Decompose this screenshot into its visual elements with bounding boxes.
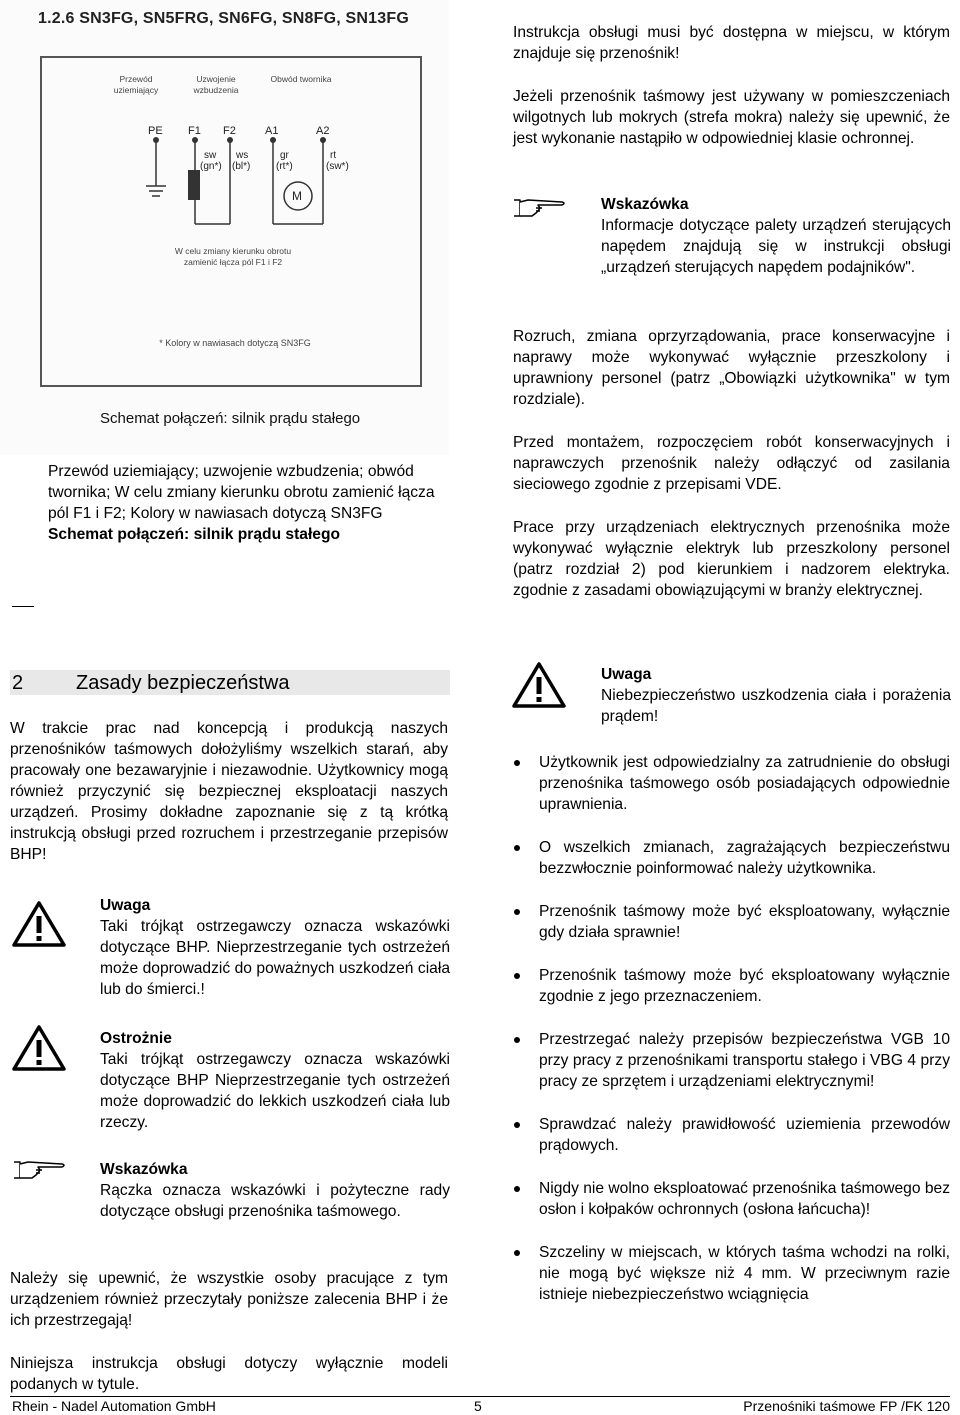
wire-gr-alt: (rt*)	[276, 161, 293, 172]
hint-drive-controls	[601, 194, 951, 278]
hint-title: Wskazówka	[601, 196, 689, 213]
diagram-caption: Schemat połączeń: silnik prądu stałego	[100, 410, 361, 427]
diagram-title: 1.2.6 SN3FG, SN5FRG, SN6FG, SN8FG, SN13FG	[38, 10, 409, 27]
diagram-description-text: Przewód uziemiający; uzwojenie wzbudzenia; obwód twornika; W celu zmiany kierunku obrotu zamienić łącza pól F1 i F2; Kolory w nawiasach dotyczą SN3FG	[48, 463, 435, 522]
reverse-note: W celu zmiany kierunku obrotu zamienić łącza pól F1 i F2	[174, 246, 292, 267]
list-item-text: Przenośnik taśmowy może być eksploatowany, wyłącznie gdy działa sprawnie!	[539, 903, 950, 941]
terminal-f1: F1	[188, 125, 201, 137]
terminal-a1: A1	[265, 125, 279, 137]
caution-title: Ostrożnie	[100, 1030, 172, 1047]
footer-rule	[10, 1396, 950, 1397]
terminal-pe: PE	[148, 125, 163, 137]
models-scope-note: Niniejsza instrukcja obsługi dotyczy wyłącznie modeli podanych w tytule.	[10, 1355, 448, 1393]
bullet-icon	[514, 1250, 520, 1256]
wire-ws: ws	[236, 150, 249, 161]
list-item	[512, 1029, 950, 1092]
electric-warning-note	[601, 664, 951, 727]
list-item	[512, 752, 950, 815]
right-top-column-2	[513, 326, 950, 601]
startup-note: Rozruch, zmiana oprzyrządowania, prace konserwacyjne i naprawy może wykonywać wyłącznie przeszkolony i uprawniony personel (patrz „Obowiązki użytkownika" w tym rozdziale).	[513, 328, 950, 408]
wire-gr: gr	[280, 150, 289, 161]
wire-sw-alt: (gn*)	[200, 161, 222, 172]
safety-rules-list	[512, 752, 950, 1327]
bullet-icon	[514, 909, 520, 915]
motor-symbol: M	[292, 189, 302, 203]
list-item-text: Przestrzegać należy przepisów bezpieczeństwa VGB 10 przy pracy z przenośnikami transportu stałego i VBG 4 przy pracy ze sprzętem i urządzeniami elektrycznymi!	[539, 1031, 950, 1090]
caution-body: Taki trójkąt ostrzegawczy oznacza wskazówki dotyczące BHP Nieprzestrzeganie tych ostrzeżeń może doprowadzić do lekkich uszkodzeń ciała lub rzeczy.	[100, 1051, 450, 1131]
pointing-hand-icon	[512, 196, 568, 220]
wiring-diagram	[0, 0, 449, 455]
short-rule	[12, 606, 34, 607]
terminal-f2: F2	[223, 125, 236, 137]
footer-product: Przenośniki taśmowe FP /FK 120	[743, 1398, 950, 1414]
bullet-icon	[514, 1037, 520, 1043]
electrician-note: Prace przy urządzeniach elektrycznych przenośnika może wykonywać wyłącznie elektryk lub przeszkolony personel (patrz rozdział 2) pod kierunkiem i nadzorem elektryka. zgodnie z zasadami obowiązującymi w branży elektrycznej.	[513, 519, 950, 599]
hint-note-body: Rączka oznacza wskazówki i pożyteczne rady dotyczące obsługi przenośnika taśmowego.	[100, 1182, 450, 1220]
list-item-text: Nigdy nie wolno eksploatować przenośnika taśmowego bez osłon i kołpaków ochronnych (osłona łańcucha)!	[539, 1180, 950, 1218]
bullet-icon	[514, 1122, 520, 1128]
warning-body: Taki trójkąt ostrzegawczy oznacza wskazówki dotyczące BHP. Nieprzestrzeganie tych ostrzeżeń może doprowadzić do poważnych uszkodzeń ciała lub do śmierci.!	[100, 918, 450, 998]
disconnect-note: Przed montażem, rozpoczęciem robót konserwacyjnych i naprawczych przenośnik należy odłączyć od zasilania sieciowego zgodnie z przepisami VDE.	[513, 434, 950, 493]
legend-ground: Przewód uziemiający	[113, 74, 159, 95]
wire-ws-alt: (bl*)	[232, 161, 251, 172]
section-intro-text: W trakcie prac nad koncepcją i produkcją naszych przenośników taśmowych dołożyliśmy wszelkich starań, aby pracowały one bezawaryjnie i niezawodnie. Użytkownicy mogą również przyczynić się bezpiecznej eksploatacji naszych urządzeń. Prosimy dokładne zapoznanie się z tą krótką instrukcją obsługi przed rozruchem i przestrzeganie przepisów BHP!	[10, 720, 448, 863]
list-item-text: Szczeliny w miejscach, w których taśma wchodzi na rolki, nie mogą być większe niż 4 mm. W przeciwnym razie istnieje niebezpieczeństwo wciągnięcia	[539, 1244, 950, 1303]
warning-triangle-icon	[512, 662, 566, 708]
electric-warning-body: Niebezpieczeństwo uszkodzenia ciała i porażenia prądem!	[601, 687, 951, 725]
bullet-icon	[514, 845, 520, 851]
section-closing	[10, 1268, 448, 1395]
read-instructions-note: Należy się upewnić, że wszystkie osoby pracujące z tym urządzeniem również przeczytały poniższe zalecenia BHP i że ich przestrzegają!	[10, 1270, 448, 1329]
hint-note-title: Wskazówka	[100, 1161, 188, 1178]
warning-title: Uwaga	[100, 897, 151, 914]
bullet-icon	[514, 973, 520, 979]
list-item	[512, 837, 950, 879]
wire-rt: rt	[330, 150, 337, 161]
warning-triangle-icon	[12, 901, 66, 947]
list-item-text: Sprawdzać należy prawidłowość uziemienia przewodów prądowych.	[539, 1116, 950, 1154]
list-item-text: Użytkownik jest odpowiedzialny za zatrudnienie do obsługi przenośnika taśmowego osób posiadających odpowiednie uprawnienia.	[539, 754, 950, 813]
wire-sw: sw	[204, 150, 217, 161]
hint-note	[100, 1159, 450, 1222]
pointing-hand-icon	[12, 1158, 68, 1182]
bullet-icon	[514, 760, 520, 766]
list-item	[512, 1178, 950, 1220]
list-item	[512, 901, 950, 943]
list-item-text: O wszelkich zmianach, zagrażających bezpieczeństwu bezzwłocznie poinformować należy użytkownika.	[539, 839, 950, 877]
caution-note	[100, 1028, 450, 1133]
right-top-column	[513, 22, 950, 149]
diagram-description	[48, 461, 438, 545]
footer-page-number: 5	[474, 1398, 482, 1414]
legend-armature: Obwód twornika	[270, 74, 332, 84]
list-item	[512, 1114, 950, 1156]
colors-note: * Kolory w nawiasach dotyczą SN3FG	[159, 338, 311, 348]
list-item	[512, 965, 950, 1007]
wire-rt-alt: (sw*)	[326, 161, 349, 172]
hint-body: Informacje dotyczące palety urządzeń sterujących napędem znajdują się w instrukcji obsługi „urządzeń sterujących napędem podajników".	[601, 217, 951, 276]
diagram-description-caption: Schemat połączeń: silnik prądu stałego	[48, 526, 341, 543]
electric-warning-title: Uwaga	[601, 666, 652, 683]
bullet-icon	[514, 1186, 520, 1192]
terminal-a2: A2	[316, 125, 330, 137]
section-title: Zasady bezpieczeństwa	[76, 672, 290, 694]
section-heading	[10, 670, 450, 695]
list-item-text: Przenośnik taśmowy może być eksploatowany wyłącznie zgodnie z jego przeznaczeniem.	[539, 967, 950, 1005]
list-item	[512, 1242, 950, 1305]
wet-area-note: Jeżeli przenośnik taśmowy jest używany w pomieszczeniach wilgotnych lub mokrych (strefa mokra) należy się upewnić, że jest wykonanie nastąpiło w odpowiedniej klasie ochronnej.	[513, 88, 950, 147]
legend-field: Uzwojenie wzbudzenia	[193, 74, 239, 95]
section-number: 2	[12, 672, 24, 694]
section-intro	[10, 718, 448, 865]
caution-triangle-icon	[12, 1025, 66, 1071]
footer-company: Rhein - Nadel Automation GmbH	[12, 1398, 216, 1414]
access-note: Instrukcja obsługi musi być dostępna w miejscu, w którym znajduje się przenośnik!	[513, 24, 950, 62]
warning-note	[100, 895, 450, 1000]
circuit-schematic	[120, 120, 360, 240]
